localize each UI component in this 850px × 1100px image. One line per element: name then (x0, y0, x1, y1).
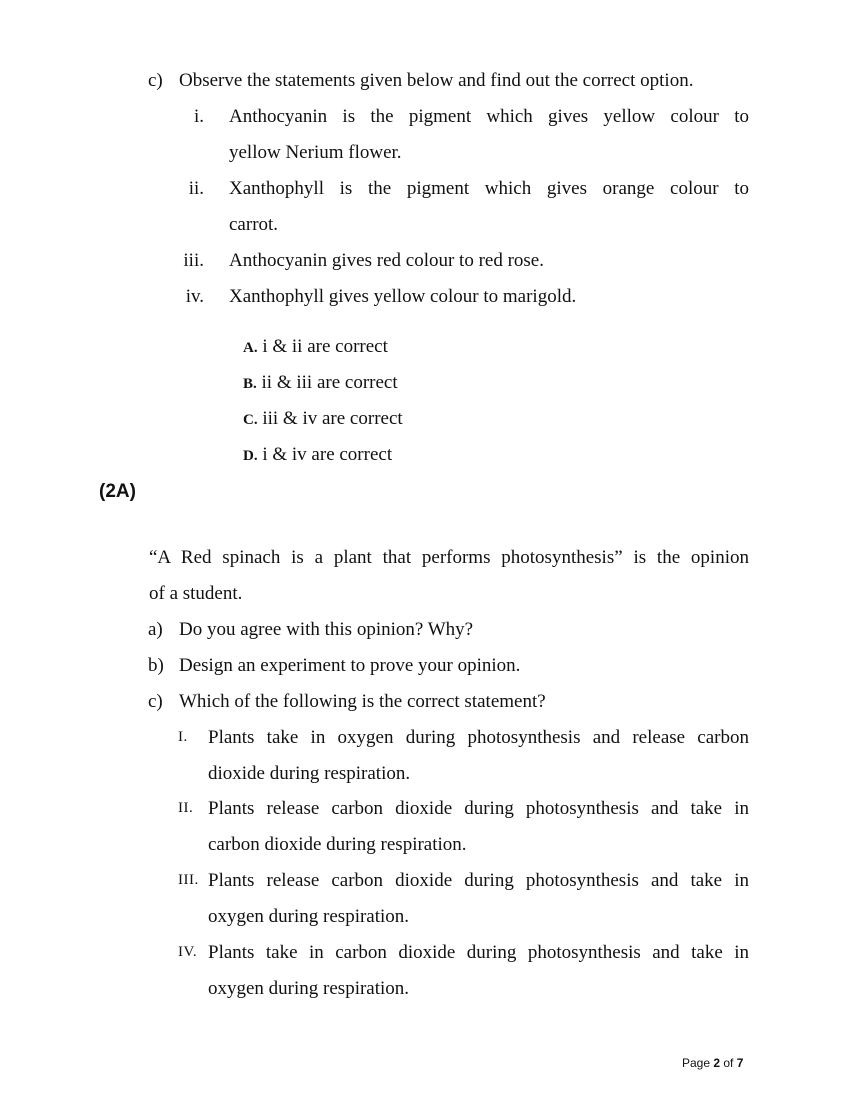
option-text: i & iv are correct (262, 444, 393, 465)
page-current: 2 (713, 1056, 721, 1070)
choice-text: Plants release carbon dioxide during photosynthesis and take in (208, 870, 749, 891)
choice-text: Plants take in oxygen during photosynthesis and release carbon (208, 727, 749, 748)
choice-number: I. (178, 729, 188, 745)
part-marker: a) (148, 619, 163, 640)
choice-text: Plants release carbon dioxide during photosynthesis and take in (208, 798, 749, 819)
option-text: ii & iii are correct (261, 372, 398, 393)
statement-text: Anthocyanin gives red colour to red rose. (229, 250, 544, 271)
choice-text-continued: oxygen during respiration. (208, 906, 410, 927)
page-prefix: Page (682, 1056, 714, 1070)
option-c (243, 408, 403, 430)
intro-text: “A Red spinach is a plant that performs photosynthesis” is the opinion (149, 547, 749, 568)
option-letter: A. (243, 340, 258, 356)
part-marker: b) (148, 655, 164, 676)
choice-number: IV. (178, 944, 198, 960)
statement-number: i. (193, 106, 204, 127)
page-middle: of (720, 1056, 737, 1070)
option-d (243, 444, 392, 466)
option-letter: B. (243, 376, 257, 392)
option-b (243, 372, 398, 394)
part-marker: c) (148, 70, 163, 91)
statement-text: Xanthophyll gives yellow colour to marigold. (229, 286, 577, 307)
choice-number: III. (178, 872, 199, 888)
choice-text-continued: dioxide during respiration. (208, 763, 411, 784)
option-text: iii & iv are correct (262, 408, 403, 429)
part-text: Design an experiment to prove your opinion. (179, 655, 521, 676)
choice-text: Plants take in carbon dioxide during photosynthesis and take in (208, 942, 749, 963)
statement-text: Anthocyanin is the pigment which gives yellow colour to (229, 106, 749, 127)
part-marker: c) (148, 691, 163, 712)
question-label: (2A) (99, 481, 136, 502)
part-text: Do you agree with this opinion? Why? (179, 619, 474, 640)
option-letter: C. (243, 412, 258, 428)
intro-text-continued: of a student. (149, 583, 243, 604)
option-a (243, 336, 388, 358)
question-text: Observe the statements given below and find out the correct option. (179, 70, 694, 91)
statement-number: ii. (188, 178, 204, 199)
choice-text-continued: oxygen during respiration. (208, 978, 410, 999)
page-number (682, 1056, 743, 1070)
part-text: Which of the following is the correct statement? (179, 691, 546, 712)
statement-number: iii. (183, 250, 204, 271)
choice-text-continued: carbon dioxide during respiration. (208, 834, 467, 855)
option-letter: D. (243, 448, 258, 464)
statement-text: Xanthophyll is the pigment which gives orange colour to (229, 178, 749, 199)
page-total: 7 (736, 1056, 744, 1070)
option-text: i & ii are correct (262, 336, 388, 357)
statement-text-continued: yellow Nerium flower. (229, 142, 402, 163)
statement-text-continued: carrot. (229, 214, 279, 235)
statement-number: iv. (185, 286, 204, 307)
choice-number: II. (178, 800, 194, 816)
